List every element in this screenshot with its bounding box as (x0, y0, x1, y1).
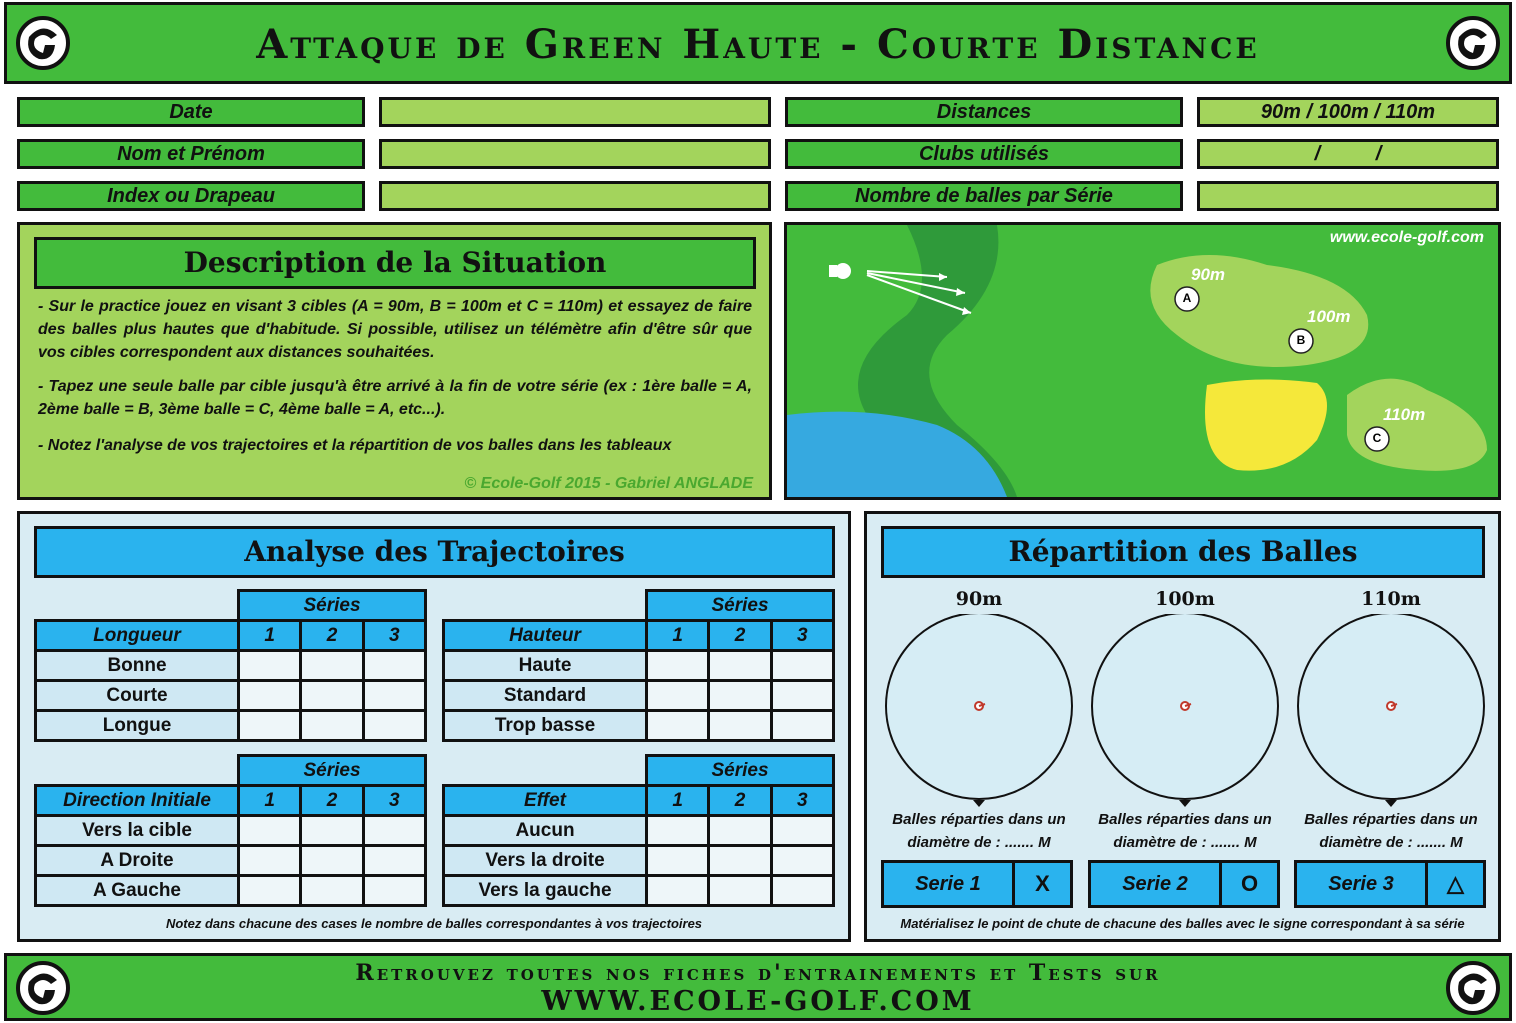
date-label: Date (17, 97, 365, 127)
repartition-panel (864, 511, 1501, 942)
cell[interactable] (771, 816, 833, 846)
caption-line: diamètre de : ....... M (1319, 834, 1463, 851)
cell[interactable] (709, 876, 771, 906)
serie-label: Serie 2 (1122, 873, 1188, 895)
col-2: 2 (301, 786, 363, 816)
effet-head: Effet (444, 786, 647, 816)
row-label: Bonne (36, 651, 239, 681)
caption-90m (879, 808, 1079, 854)
col-2: 2 (709, 621, 771, 651)
cell[interactable] (771, 681, 833, 711)
target-a: A (1182, 291, 1192, 305)
target-circle-90m[interactable] (882, 614, 1076, 810)
series-header: Séries (237, 589, 427, 619)
series-header: Séries (645, 754, 835, 784)
col-2: 2 (301, 621, 363, 651)
cell[interactable] (301, 651, 363, 681)
page-title: Attaque de Green Haute - Courte Distance (256, 21, 1260, 68)
cell[interactable] (709, 846, 771, 876)
caption-line: Balles réparties dans un (892, 811, 1066, 828)
series-header: Séries (237, 754, 427, 784)
cell[interactable] (771, 846, 833, 876)
cell[interactable] (239, 681, 301, 711)
course-map (784, 222, 1501, 500)
serie-3-button[interactable] (1294, 860, 1486, 908)
analyse-panel (17, 511, 851, 942)
row-label: Vers la gauche (444, 876, 647, 906)
target-distance: 100m (1155, 588, 1215, 610)
map-label-100m: 100m (1307, 307, 1351, 326)
cell[interactable] (363, 876, 425, 906)
analyse-note: Notez dans chacune des cases le nombre de balles correspondantes à vos trajectoires (165, 916, 703, 931)
cell[interactable] (709, 711, 771, 741)
cell[interactable] (363, 846, 425, 876)
cell[interactable] (239, 816, 301, 846)
cell[interactable] (647, 651, 709, 681)
cell[interactable] (771, 651, 833, 681)
col-1: 1 (239, 786, 301, 816)
target-b: B (1296, 333, 1306, 347)
description-p3: - Notez l'analyse de vos trajectoires et la répartition de vos balles dans les tableaux (38, 437, 672, 454)
course-map-drawing (787, 225, 1498, 497)
cell[interactable] (647, 681, 709, 711)
clubs-field[interactable]: / / (1197, 139, 1499, 169)
description-p2: - Tapez une seule balle par cible jusqu'à être arrivé à la fin de votre série (ex : 1ère balle = A, 2ème balle = B, 3ème balle = C, 4ème balle = A, etc...). (38, 378, 752, 418)
series-header: Séries (645, 589, 835, 619)
golf-logo-icon (1445, 15, 1501, 71)
balls-field[interactable] (1197, 181, 1499, 211)
description-title: Description de la Situation (34, 237, 756, 289)
analyse-title: Analyse des Trajectoires (34, 526, 835, 578)
row-label: Vers la cible (36, 816, 239, 846)
repartition-title: Répartition des Balles (881, 526, 1485, 578)
col-3: 3 (771, 786, 833, 816)
target-distance: 90m (955, 588, 1003, 610)
date-field[interactable] (379, 97, 771, 127)
distances-field[interactable]: 90m / 100m / 110m (1197, 97, 1499, 127)
cell[interactable] (239, 876, 301, 906)
cell[interactable] (239, 846, 301, 876)
cell[interactable] (771, 876, 833, 906)
cell[interactable] (709, 651, 771, 681)
col-1: 1 (647, 786, 709, 816)
caption-line: Balles réparties dans un (1304, 811, 1478, 828)
description-panel (17, 222, 772, 500)
cell[interactable] (301, 846, 363, 876)
cell[interactable] (647, 711, 709, 741)
col-3: 3 (363, 786, 425, 816)
row-label: A Droite (36, 846, 239, 876)
clubs-label: Clubs utilisés (785, 139, 1183, 169)
serie-label: Serie 3 (1328, 873, 1394, 895)
cell[interactable] (301, 711, 363, 741)
hauteur-head: Hauteur (444, 621, 647, 651)
cell[interactable] (363, 681, 425, 711)
cell[interactable] (771, 711, 833, 741)
cell[interactable] (709, 681, 771, 711)
hauteur-table (442, 619, 835, 742)
col-2: 2 (709, 786, 771, 816)
triangle-symbol-icon: △ (1425, 863, 1483, 905)
row-label: Trop basse (444, 711, 647, 741)
row-label: Longue (36, 711, 239, 741)
caption-100m (1085, 808, 1285, 854)
map-label-90m: 90m (1191, 265, 1226, 284)
cell[interactable] (239, 711, 301, 741)
row-label: A Gauche (36, 876, 239, 906)
row-label: Aucun (444, 816, 647, 846)
row-label: Vers la droite (444, 846, 647, 876)
cell[interactable] (363, 711, 425, 741)
cell[interactable] (363, 651, 425, 681)
serie-1-button[interactable] (881, 860, 1073, 908)
copyright-text: © Ecole-Golf 2015 - Gabriel ANGLADE (464, 475, 753, 492)
cell[interactable] (301, 876, 363, 906)
col-1: 1 (239, 621, 301, 651)
distances-label: Distances (785, 97, 1183, 127)
golfer-icon (835, 263, 851, 279)
target-c: C (1372, 431, 1382, 445)
longueur-table (34, 619, 427, 742)
cell[interactable] (647, 816, 709, 846)
circle-symbol-icon: O (1219, 863, 1277, 905)
col-1: 1 (647, 621, 709, 651)
row-label: Standard (444, 681, 647, 711)
direction-head: Direction Initiale (36, 786, 239, 816)
header-band (4, 2, 1512, 84)
col-3: 3 (771, 621, 833, 651)
target-circle-110m[interactable] (1294, 614, 1488, 810)
cross-symbol-icon: X (1012, 863, 1070, 905)
caption-line: Balles réparties dans un (1098, 811, 1272, 828)
map-url: www.ecole-golf.com (1329, 229, 1484, 246)
repartition-note: Matérialisez le point de chute de chacune des balles avec le signe correspondant à sa série (900, 916, 1465, 931)
longueur-head: Longueur (36, 621, 239, 651)
footer-line-1: Retrouvez toutes nos fiches d'entrainements et Tests sur (355, 960, 1161, 986)
cell[interactable] (301, 816, 363, 846)
serie-2-button[interactable] (1088, 860, 1280, 908)
row-label: Courte (36, 681, 239, 711)
cell[interactable] (239, 651, 301, 681)
effet-table (442, 784, 835, 907)
row-label: Haute (444, 651, 647, 681)
serie-label: Serie 1 (915, 873, 981, 895)
caption-line: diamètre de : ....... M (907, 834, 1051, 851)
map-label-110m: 110m (1383, 405, 1426, 424)
direction-table (34, 784, 427, 907)
cell[interactable] (709, 816, 771, 846)
footer-url[interactable]: WWW.ECOLE-GOLF.COM (541, 986, 975, 1017)
balls-label: Nombre de balles par Série (785, 181, 1183, 211)
index-field[interactable] (379, 181, 771, 211)
description-p1: - Sur le practice jouez en visant 3 cibles (A = 90m, B = 100m et C = 110m) et essayez de faire des balles plus hautes que d'habitude. Si possible, utilisez un télémètre afin d'être sûr que vos cibles correspondent aux distances souhaitées. (38, 298, 752, 361)
cell[interactable] (301, 681, 363, 711)
index-label: Index ou Drapeau (17, 181, 365, 211)
name-field[interactable] (379, 139, 771, 169)
caption-line: diamètre de : ....... M (1113, 834, 1257, 851)
golf-logo-icon (1445, 960, 1501, 1016)
name-label: Nom et Prénom (17, 139, 365, 169)
footer-band (4, 953, 1512, 1021)
cell[interactable] (647, 876, 709, 906)
caption-110m (1291, 808, 1491, 854)
target-circle-100m[interactable] (1088, 614, 1282, 810)
cell[interactable] (363, 816, 425, 846)
target-distance: 110m (1361, 588, 1421, 610)
col-3: 3 (363, 621, 425, 651)
cell[interactable] (647, 846, 709, 876)
